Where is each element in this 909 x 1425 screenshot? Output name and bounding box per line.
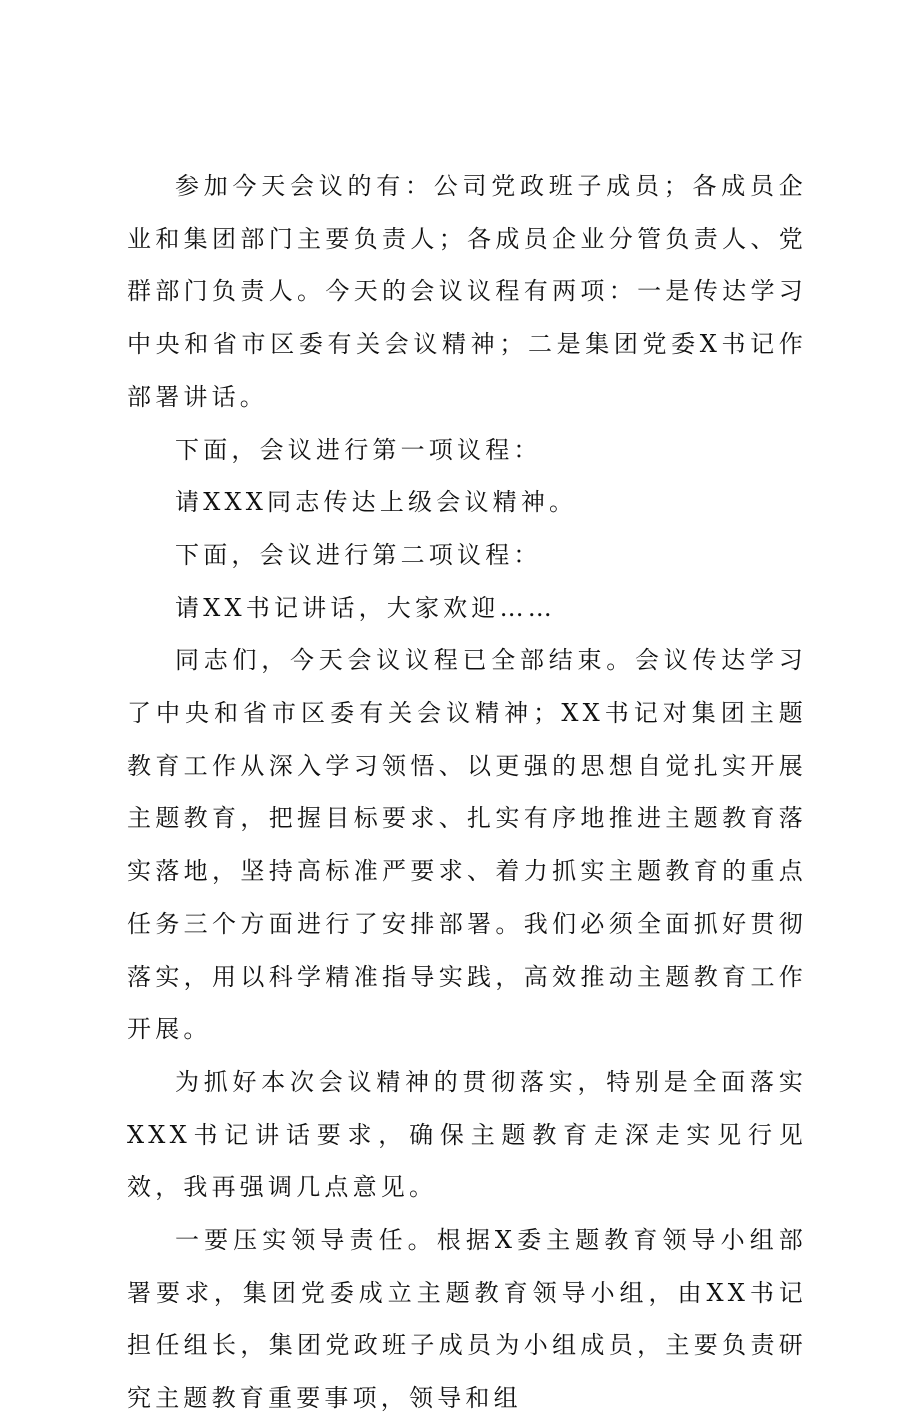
paragraph-agenda-item-1: 下面，会议进行第一项议程： [175, 435, 542, 464]
paragraph-responsibility: 一要压实领导责任。根据X委主题教育领导小组部署要求，集团党委成立主题教育领导小组，由XX书记担任组长，集团党政班子成员为小组成员，主要负责研究主题教育重要事项，领导和组 [127, 1226, 807, 1413]
document-body [127, 160, 807, 1425]
paragraph-speaker-2: 请XX书记讲话，大家欢迎…… [175, 593, 556, 622]
paragraph-summary: 同志们，今天会议议程已全部结束。会议传达学习了中央和省市区委有关会议精神；XX书记对集团主题教育工作从深入学习领悟、以更强的思想自觉扎实开展主题教育，把握目标要求、扎实有序地推进主题教育落实落地，坚持高标准严要求、着力抓实主题教育的重点任务三个方面进行了安排部署。我们必须全面抓好贯彻落实，用以科学精准指导实践，高效推动主题教育工作开展。 [127, 646, 807, 1044]
paragraph-attendees: 参加今天会议的有：公司党政班子成员；各成员企业和集团部门主要负责人；各成员企业分管负责人、党群部门负责人。今天的会议议程有两项：一是传达学习中央和省市区委有关会议精神；二是集团党委X书记作部署讲话。 [127, 172, 807, 411]
paragraph-agenda-item-2: 下面，会议进行第二项议程： [175, 540, 542, 569]
paragraph-emphasis: 为抓好本次会议精神的贯彻落实，特别是全面落实XXX书记讲话要求，确保主题教育走深走实见行见效，我再强调几点意见。 [127, 1067, 807, 1202]
paragraph-speaker-1: 请XXX同志传达上级会议精神。 [175, 488, 578, 517]
